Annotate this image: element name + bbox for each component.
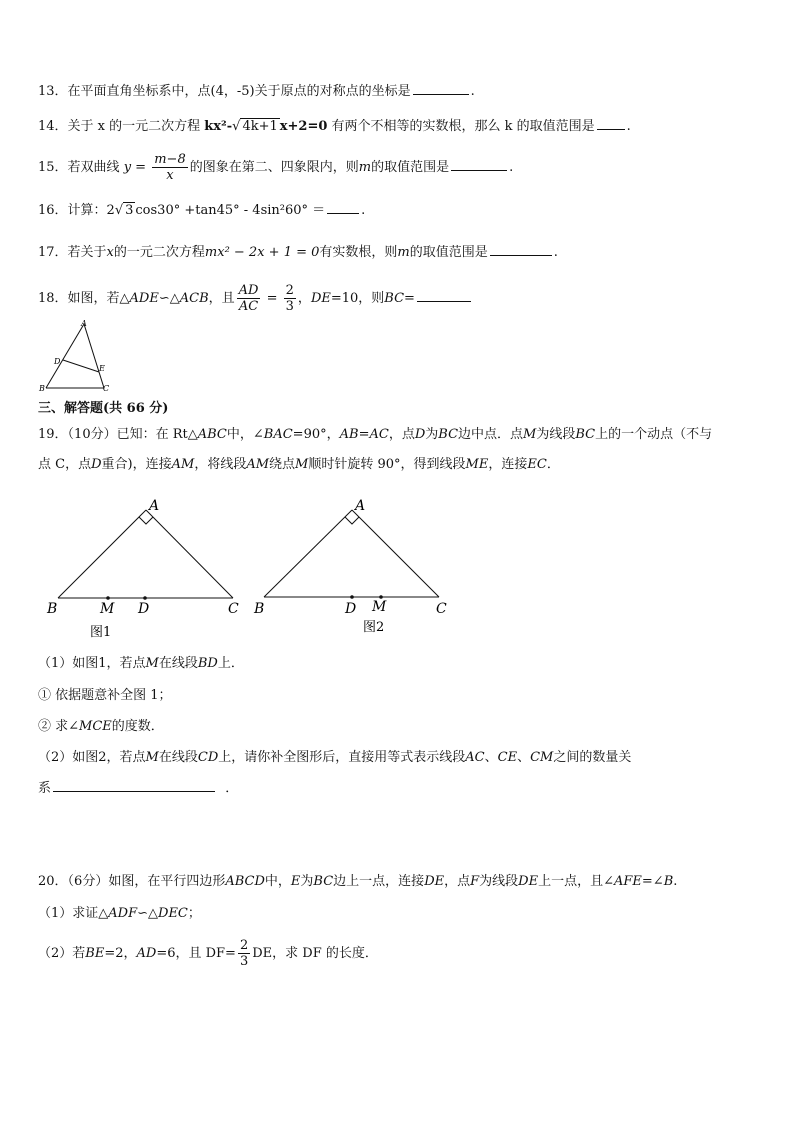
point-d — [143, 596, 147, 600]
question-18: 18．如图，若△ADE∽△ACB，且 $\frac{AD}{AC}$ = $\frac{2}{3}$ ，DE=10，则BC= — [38, 283, 473, 314]
section-heading: 三、解答题(共 66 分) — [38, 401, 169, 416]
fraction: $\frac{m-8}{x}$ — [154, 152, 186, 183]
fraction: $\frac{AD}{AC}$ — [238, 283, 259, 314]
answer-blank — [417, 289, 471, 302]
label-d: D — [54, 357, 61, 366]
question-16: 16．计算：2√ 3 cos30° +tan45° - 4sin²60° ＝ . — [38, 203, 366, 218]
figure-19-2 — [253, 498, 447, 635]
figure-caption-1: 图1 — [90, 625, 112, 640]
label-m: M — [372, 599, 387, 615]
question-20-part-1: （1）求证△ADF∽△DEC； — [38, 906, 201, 921]
answer-blank — [413, 82, 469, 95]
fraction: $\frac{2}{3}$ — [239, 938, 249, 969]
label-d: D — [345, 601, 357, 617]
label-a: A — [355, 498, 366, 514]
side-ac — [84, 324, 104, 388]
label-c: C — [436, 601, 447, 617]
point-d — [350, 595, 354, 599]
question-19-part-1b: ② 求∠MCE的度数． — [38, 719, 164, 734]
side-ac — [146, 510, 233, 598]
answer-blank — [451, 158, 507, 171]
label-d: D — [138, 601, 150, 617]
figure-18 — [36, 318, 114, 394]
right-angle-mark — [139, 517, 153, 524]
question-20: 20．（6分）如图，在平行四边形ABCD中，E为BC边上一点，连接DE，点F为线段DE上一点，且∠AFE=∠B. — [38, 874, 678, 889]
question-19-line-1: 19．（10分）已知：在 Rt△ABC中，∠BAC=90°，AB=AC，点D为BC边中点．点M为线段BC上的一个动点（不与 — [38, 427, 713, 442]
figure-caption-2: 图2 — [363, 620, 385, 635]
question-19-part-1a: ① 依据题意补全图 1； — [38, 688, 172, 703]
label-b: B — [47, 601, 58, 617]
label-c: C — [228, 601, 239, 617]
answer-blank — [327, 201, 359, 214]
question-19-part-2: （2）如图2，若点M在线段CD上，请你补全图形后，直接用等式表示线段AC、CE、CM之间的数量关 — [38, 750, 632, 765]
label-b: B — [254, 601, 265, 617]
question-17: 17．若关于x的一元二次方程mx² − 2x + 1 = 0有实数根，则m的取值范围是 . — [38, 245, 558, 260]
answer-blank — [490, 243, 552, 256]
question-19-part-2-cont: 系 ． — [38, 781, 239, 796]
label-e: E — [99, 364, 105, 373]
label-m: M — [100, 601, 115, 617]
label-c: C — [103, 384, 110, 393]
segment-de — [63, 360, 99, 372]
question-13: 13．在平面直角坐标系中，点(4，-5)关于原点的对称点的坐标是 . — [38, 84, 475, 99]
side-ab — [46, 324, 84, 388]
label-a: A — [149, 498, 160, 514]
fraction: $\frac{2}{3}$ — [285, 283, 294, 314]
label-b: B — [39, 384, 45, 393]
answer-blank — [53, 779, 215, 792]
answer-blank — [597, 117, 625, 130]
label-a: A — [81, 319, 87, 328]
sqrt-sign: √ — [114, 203, 124, 218]
side-ac — [352, 510, 439, 597]
question-19-part-1: （1）如图1，若点M在线段BD上． — [38, 656, 244, 671]
question-15: 15．若双曲线 y = $\frac{m-8}{x}$ 的图象在第二、四象限内，则m的取值范围是 . — [38, 152, 514, 183]
question-20-part-2: （2）若BE=2，AD=6，且 DF= $\frac{2}{3}$ DE，求 DF 的长度． — [38, 938, 378, 969]
side-ab — [58, 510, 146, 598]
side-ab — [264, 510, 352, 597]
figure-19 — [36, 490, 476, 645]
question-14: 14．关于 x 的一元二次方程 kx²-√ 4k+1 x+2=0 有两个不相等的实数根，那么 k 的取值范围是 . — [38, 119, 631, 134]
figure-19-1 — [46, 498, 239, 640]
right-angle-mark — [345, 517, 359, 524]
point-m — [106, 596, 110, 600]
sqrt-sign: √ — [232, 119, 241, 134]
question-19-line-2: 点 C，点D重合)，连接AM，将线段AM绕点M顺时针旋转 90°，得到线段ME，连接EC． — [38, 457, 560, 472]
